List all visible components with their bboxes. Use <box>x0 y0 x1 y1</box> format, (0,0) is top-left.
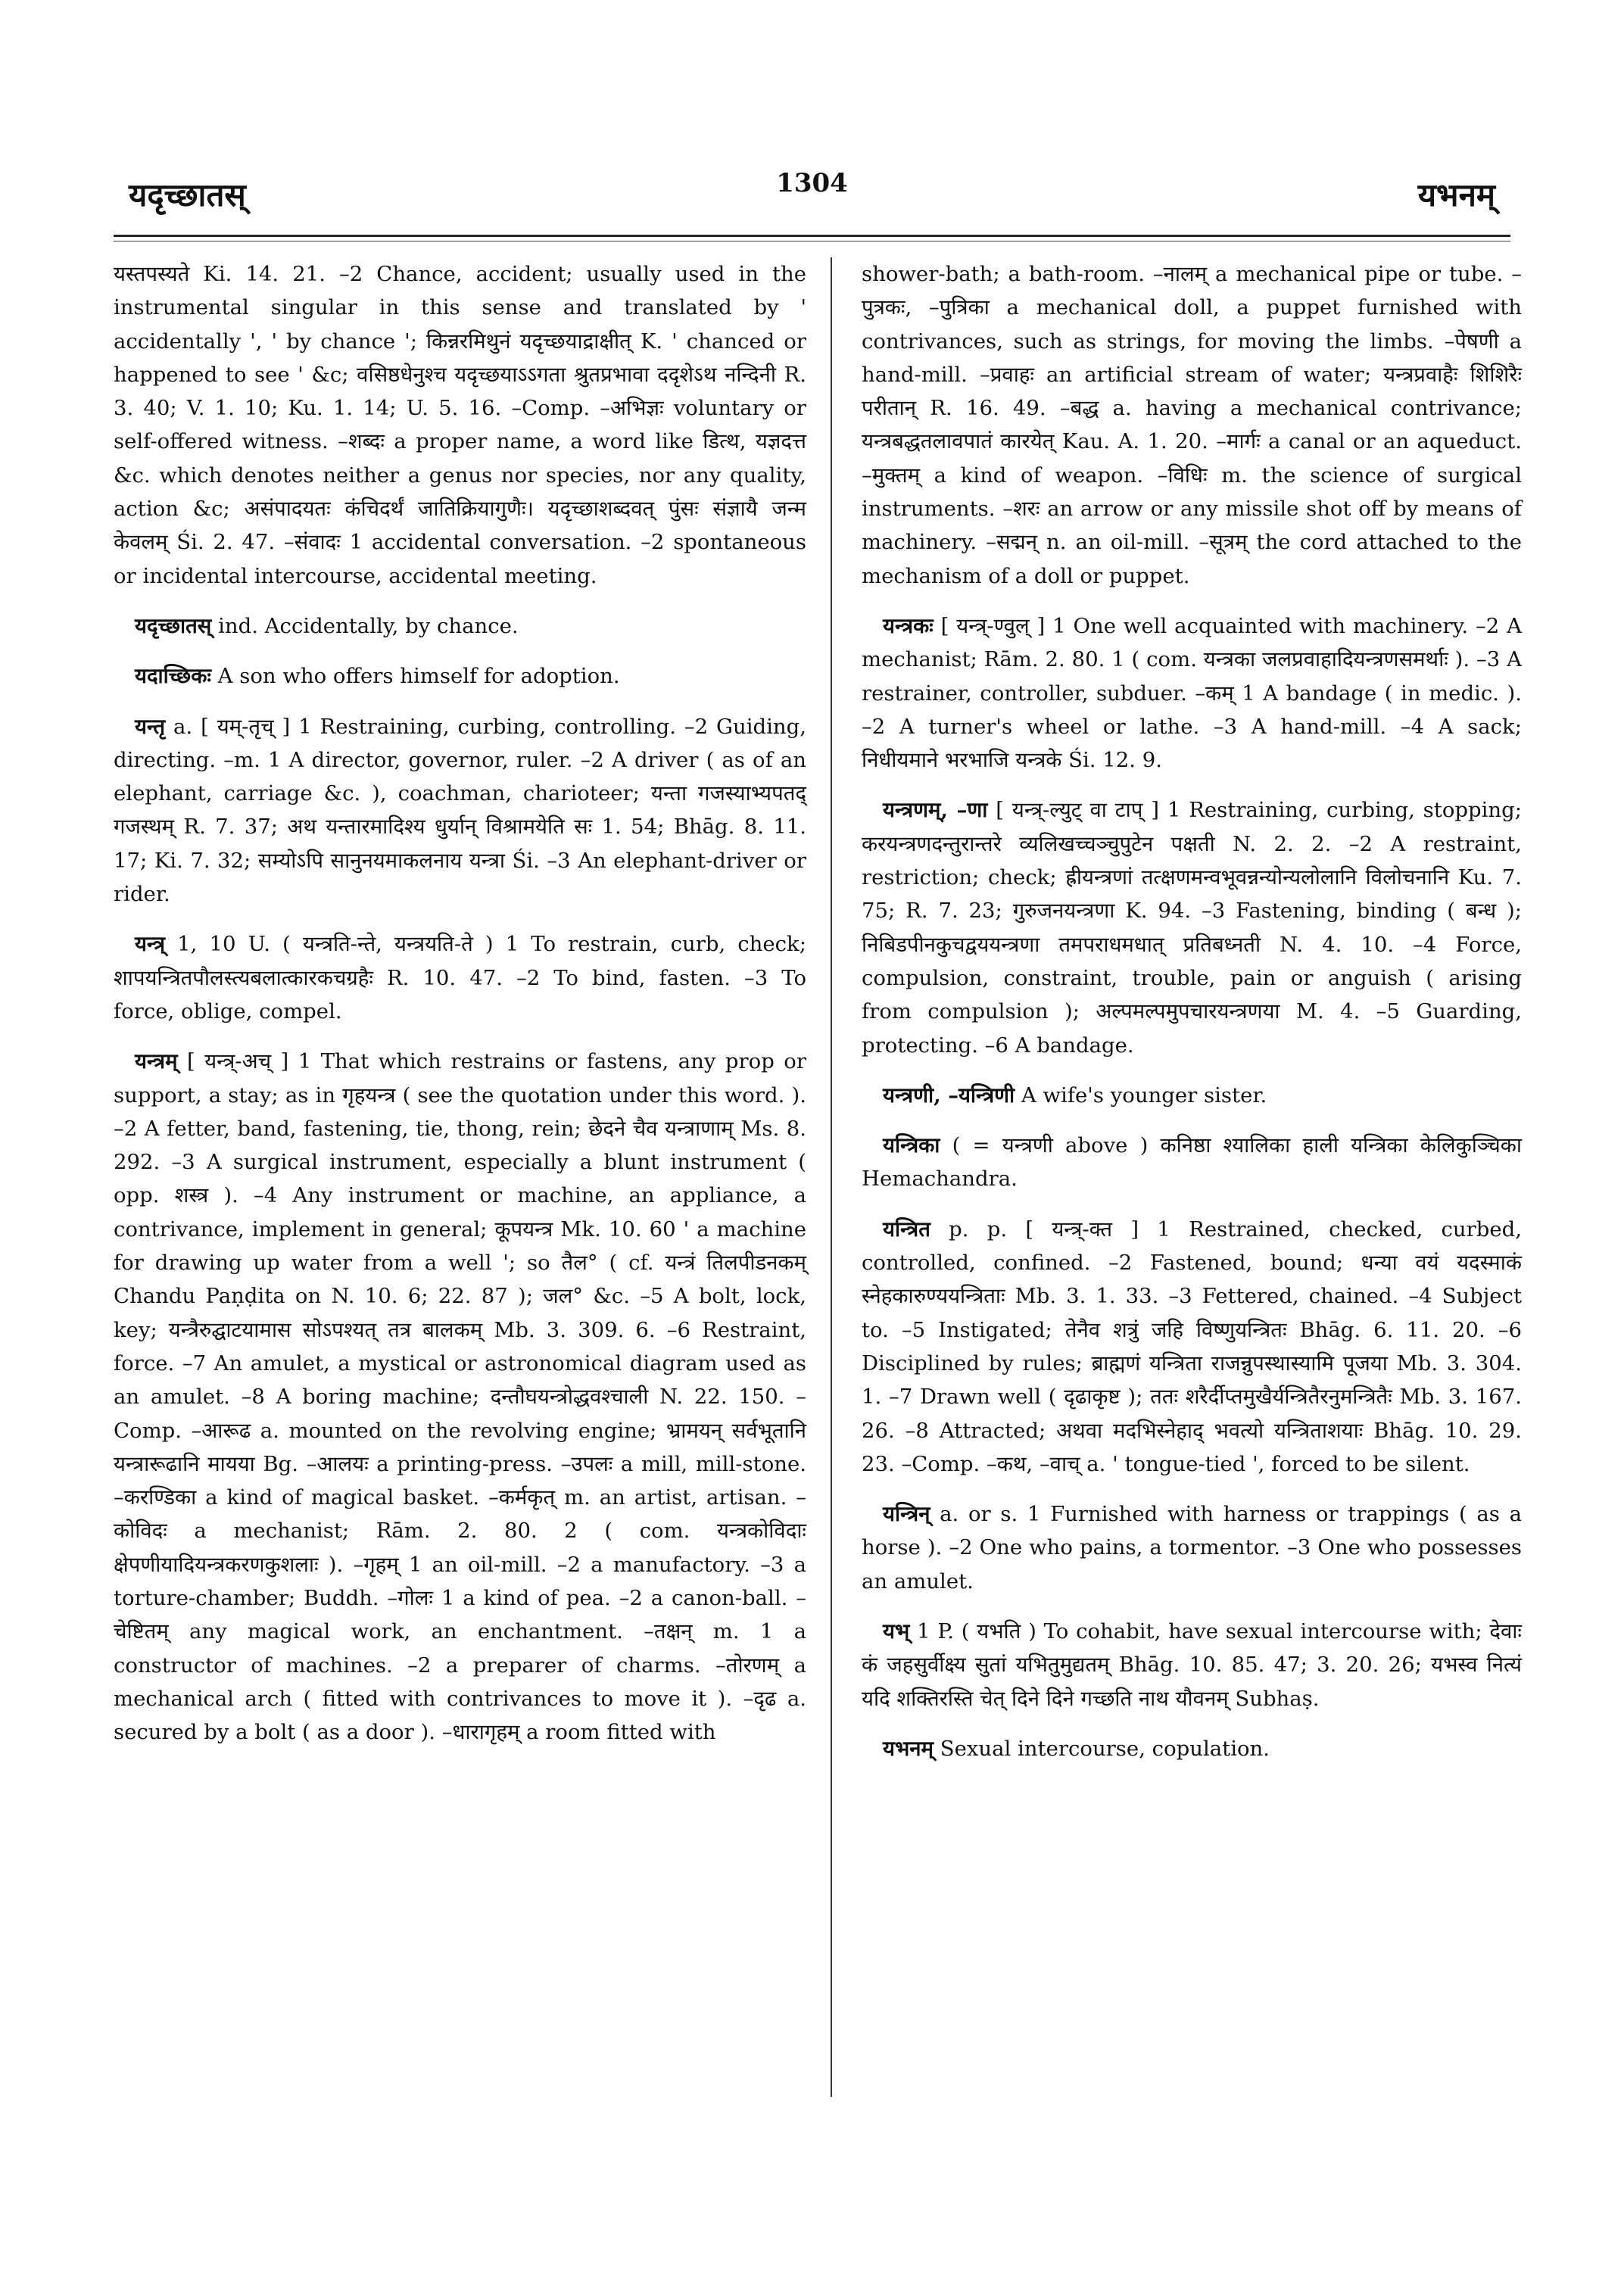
left-column <box>114 257 806 1765</box>
dictionary-entry <box>114 1045 806 1749</box>
entry-definition: a. or s. 1 Furnished with harness or trappings ( as a horse ). –2 One who pains, a tormentor. –3 One who possesses an amulet. <box>862 1502 1522 1594</box>
dictionary-entry <box>114 257 806 593</box>
entry-definition: ind. Accidentally, by chance. <box>218 613 519 638</box>
dictionary-entry <box>862 1213 1522 1481</box>
dictionary-entry <box>114 927 806 1028</box>
entry-definition: 1, 10 U. ( यन्त्रति-न्ते, यन्त्रयति-ते ) 1 To restrain, curb, check; शापयन्त्रितपौलस्त्यबलात्कारकचग्रहैः R. 10. 47. –2 To bind, fasten. –3 To force, oblige, compel. <box>114 932 806 1023</box>
header-left-guideword: यदृच्छातस् <box>129 176 246 213</box>
entry-headword: यन्त्रणम्, –णा <box>883 798 988 823</box>
right-column <box>862 257 1522 1782</box>
entry-headword: यन्त्रिका <box>883 1133 940 1158</box>
dictionary-entry <box>862 257 1522 593</box>
entry-headword: यभनम् <box>883 1736 934 1761</box>
entry-headword: यदाच्छिकः <box>135 664 211 689</box>
entry-headword: यन्त्रकः <box>883 613 934 638</box>
entry-headword: यदृच्छातस् <box>135 613 212 638</box>
entry-headword: यन्त्रित <box>883 1217 930 1242</box>
dictionary-entry <box>114 609 806 643</box>
dictionary-entry <box>114 710 806 911</box>
entry-headword: यन्त्रणी, –यन्त्रिणी <box>883 1083 1015 1108</box>
entry-definition: a. [ यम्-तृच् ] 1 Restraining, curbing, controlling. –2 Guiding, directing. –m. 1 A director, governor, ruler. –2 A driver ( as of an elephant, carriage &c. ), coachman, charioteer; यन्ता गजस्याभ्यपतद् गजस्थम् R. 7. 37; अथ यन्तारमादिश्य धुर्यान् विश्रामयेति सः 1. 54; Bhāg. 8. 11. 17; Ki. 7. 32; सम्योऽपि सानुनयमाकलनाय यन्त्रा Śi. –3 An elephant-driver or rider. <box>114 714 807 907</box>
entry-headword: यन्त्र् <box>135 932 166 957</box>
entry-definition: यस्तपस्यते Ki. 14. 21. –2 Chance, accident; usually used in the instrumental singular in this sense and translated by ' accidentally ', ' by chance '; किन्नरमिथुनं यदृच्छयाद्राक्षीत् K. ' chanced or happened to see ' &c; वसिष्ठधेनुश्च यदृच्छयाऽऽगता श्रुतप्रभावा ददृशेऽथ नन्दिनी R. 3. 40; V. 1. 10; Ku. 1. 14; U. 5. 16. –Comp. –अभिज्ञः voluntary or self-offered witness. –शब्दः a proper name, a word like डित्थ, यज्ञदत्त &c. which denotes neither a genus nor species, nor any quality, action &c; असंपादयतः कंचिदर्थं जातिक्रियागुणैः। यदृच्छाशब्दवत् पुंसः संज्ञायै जन्म केवलम् Śi. 2. 47. –संवादः 1 accidental conversation. –2 spontaneous or incidental intercourse, accidental meeting. <box>114 262 806 588</box>
entry-definition: 1 P. ( यभति ) To cohabit, have sexual intercourse with; देवाः कं जहसुर्वीक्ष्य सुतां यभितुमुद्यतम् Bhāg. 10. 85. 47; 3. 20. 26; यभस्व नित्यं यदि शक्तिरस्ति चेत् दिने दिने गच्छति नाथ यौवनम् Subhaṣ. <box>862 1618 1522 1711</box>
entry-definition: shower-bath; a bath-room. –नालम् a mechanical pipe or tube. –पुत्रकः, –पुत्रिका a mechanical doll, a puppet furnished with contrivances, such as strings, for moving the limbs. –पेषणी a hand-mill. –प्रवाहः an artificial stream of water; यन्त्रप्रवाहैः शिशिरैः परीतान् R. 16. 49. –बद्ध a. having a mechanical contrivance; यन्त्रबद्धतलावपातं कारयेत् Kau. A. 1. 20. –मार्गः a canal or an aqueduct. –मुक्तम् a kind of weapon. –विधिः m. the science of surgical instruments. –शरः an arrow or any missile shot off by means of machinery. –सद्मन् n. an oil-mill. –सूत्रम् the cord attached to the mechanism of a doll or puppet. <box>862 262 1522 588</box>
entry-headword: यन्तृ <box>135 714 166 739</box>
dictionary-entry <box>862 1615 1522 1715</box>
entry-definition: A son who offers himself for adoption. <box>217 664 620 689</box>
header-right-guideword: यभनम् <box>1417 176 1495 213</box>
entry-definition: [ यन्त्र्-ल्युट् वा टाप् ] 1 Restraining, curbing, stopping; करयन्त्रणदन्तुरान्तरे व्यलिखच्चञ्चुपुटेन पक्षती N. 2. 2. –2 A restraint, restriction; check; ह्रीयन्त्रणां तत्क्षणमन्वभूवन्नन्योन्यलोलानि विलोचनानि Ku. 7. 75; R. 7. 23; गुरुजनयन्त्रणा K. 94. –3 Fastening, binding ( बन्ध ); निबिडपीनकुचद्वययन्त्रणा तमपराधमधात् प्रतिबध्नती N. 4. 10. –4 Force, compulsion, constraint, trouble, pain or anguish ( arising from compulsion ); अल्पमल्पमुपचारयन्त्रणया M. 4. –5 Guarding, protecting. –6 A bandage. <box>862 798 1522 1058</box>
dictionary-entry <box>862 1732 1522 1765</box>
page-number: 1304 <box>776 168 848 198</box>
dictionary-entry <box>862 1129 1522 1196</box>
page-header <box>114 165 1510 233</box>
dictionary-entry <box>862 609 1522 777</box>
column-divider <box>831 257 832 2097</box>
dictionary-entry <box>114 659 806 693</box>
entry-definition: Sexual intercourse, copulation. <box>940 1736 1270 1761</box>
dictionary-entry <box>862 1079 1522 1112</box>
entry-headword: यभ् <box>883 1618 910 1643</box>
entry-headword: यन्त्रम् <box>135 1049 178 1074</box>
entry-definition: [ यन्त्र्-ण्वुल् ] 1 One well acquainted with machinery. –2 A mechanist; Rām. 2. 80. 1 ( com. यन्त्रका जलप्रवाहादियन्त्रणसमर्थाः ). –3 A restrainer, controller, subduer. –कम् 1 A bandage ( in medic. ). –2 A turner's wheel or lathe. –3 A hand-mill. –4 A sack; निधीयमाने भरभाजि यन्त्रके Śi. 12. 9. <box>862 613 1522 773</box>
entry-definition: p. p. [ यन्त्र्-क्त ] 1 Restrained, checked, curbed, controlled, confined. –2 Fastened, bound; धन्या वयं यदस्माकं स्नेहकारुण्ययन्त्रिताः Mb. 3. 1. 33. –3 Fettered, chained. –4 Subject to. –5 Instigated; तेनैव शत्रुं जहि विष्णुयन्त्रितः Bhāg. 6. 11. 20. –6 Disciplined by rules; ब्राह्मणं यन्त्रिता राजन्नुपस्थास्यामि पूजया Mb. 3. 304. 1. –7 Drawn well ( दृढाकृष्ट ); ततः शरैर्दीप्तमुखैर्यन्त्रितैरनुमन्त्रितैः Mb. 3. 167. 26. –8 Attracted; अथवा मदभिस्नेहाद् भवत्यो यन्त्रिताशयाः Bhāg. 10. 29. 23. –Comp. –कथ, –वाच् a. ' tongue-tied ', forced to be silent. <box>862 1217 1522 1476</box>
dictionary-entry <box>862 1497 1522 1598</box>
entry-definition: ( = यन्त्रणी above ) कनिष्ठा श्यालिका हाली यन्त्रिका केलिकुञ्चिका Hemachandra. <box>862 1133 1522 1192</box>
header-rule <box>114 235 1510 237</box>
dictionary-entry <box>862 793 1522 1061</box>
entry-definition: A wife's younger sister. <box>1021 1083 1267 1108</box>
entry-definition: [ यन्त्र्-अच् ] 1 That which restrains or fastens, any prop or support, a stay; as in गृहयन्त्र ( see the quotation under this word. ). –2 A fetter, band, fastening, tie, thong, rein; छेदने चैव यन्त्राणाम् Ms. 8. 292. –3 A surgical instrument, especially a blunt instrument ( opp. शस्त्र ). –4 Any instrument or machine, an appliance, a contrivance, implement in general; कूपयन्त्र Mk. 10. 60 ' a machine for drawing up water from a well '; so तैल° ( cf. यन्त्रं तिलपीडनकम् Chandu Paṇḍita on N. 10. 6; 22. 87 ); जल° &c. –5 A bolt, lock, key; यन्त्रैरुद्घाटयामास सोऽपश्यत् तत्र बालकम् Mb. 3. 309. 6. –6 Restraint, force. –7 An amulet, a mystical or astronomical diagram used as an amulet. –8 A boring machine; दन्तौघयन्त्रोद्धवश्चाली N. 22. 150. –Comp. –आरूढ a. mounted on the revolving engine; भ्रामयन् सर्वभूतानि यन्त्रारूढानि मायया Bg. –आलयः a printing-press. –उपलः a mill, mill-stone. –करण्डिका a kind of magical basket. –कर्मकृत् m. an artist, artisan. –कोविदः a mechanist; Rām. 2. 80. 2 ( com. यन्त्रकोविदाः क्षेपणीयादियन्त्रकरणकुशलाः ). –गृहम् 1 an oil-mill. –2 a manufactory. –3 a torture-chamber; Buddh. –गोलः 1 a kind of pea. –2 a canon-ball. –चेष्टितम् any magical work, an enchantment. –तक्षन् m. 1 a constructor of machines. –2 a preparer of charms. –तोरणम् a mechanical arch ( fitted with contrivances to move it ). –दृढ a. secured by a bolt ( as a door ). –धारागृहम् a room fitted with <box>114 1049 806 1745</box>
entry-headword: यन्त्रिन् <box>883 1502 930 1527</box>
